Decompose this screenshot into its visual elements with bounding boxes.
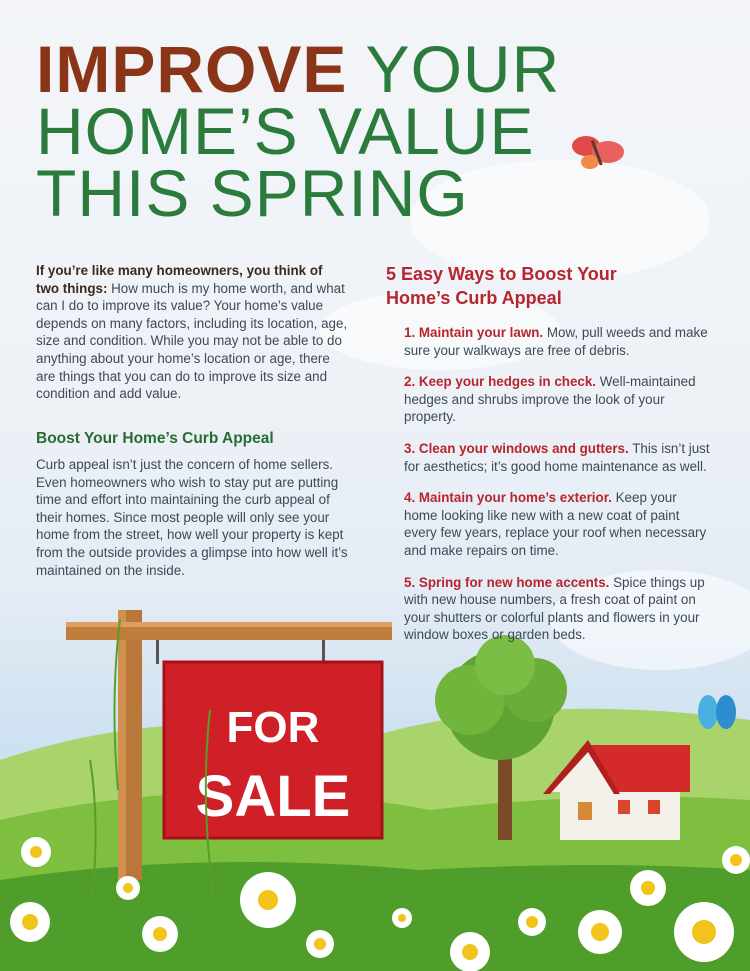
sign-sale-text: SALE — [195, 764, 351, 829]
tip-lead: Spring for new home accents. — [418, 574, 610, 590]
tip-text: This isn’t just for aesthetics; it’s good home maintenance as well. — [404, 440, 710, 474]
tip-item — [404, 324, 710, 359]
sign-for-text: FOR — [226, 703, 320, 752]
tips-heading: 5 Easy Ways to Boost Your Home’s Curb Appeal — [386, 264, 617, 308]
tip-number: 4. — [404, 490, 416, 506]
tip-number: 1. — [404, 325, 416, 340]
page-title — [36, 32, 561, 230]
tip-number: 5. — [404, 574, 416, 590]
title-line2: HOME’S VALUE — [36, 94, 535, 168]
tip-item — [404, 489, 710, 559]
tip-number: 2. — [404, 374, 416, 390]
tip-item — [404, 440, 710, 475]
tip-item — [404, 373, 710, 426]
tip-text: Mow, pull weeds and make sure your walkways are free of debris. — [404, 325, 708, 358]
intro-lead: If you’re like many homeowners, you think of two things: — [36, 263, 323, 296]
tips-list — [404, 324, 710, 658]
tip-lead: Keep your hedges in check. — [418, 374, 597, 390]
intro-paragraph — [36, 262, 348, 403]
tip-text: Keep your home looking like new with a new coat of paint every few years, replace your roof when necessary and make repairs on time. — [404, 490, 707, 558]
boost-paragraph: Curb appeal isn’t just the concern of home sellers. Even homeowners who wish to stay put are putting time and effort into maintaining the curb appeal of their homes. Since most people will only see your home from the street, how well your property is kept from the outside provides a glimpse into how well it’s maintained on the inside. — [36, 457, 348, 578]
tip-text: Well-maintained hedges and shrubs improve the look of your property. — [404, 374, 696, 425]
tip-lead: Maintain your home’s exterior. — [418, 490, 612, 506]
tip-item — [404, 574, 710, 644]
title-line3: THIS SPRING — [36, 156, 469, 230]
tip-lead: Maintain your lawn. — [418, 325, 544, 340]
boost-heading: Boost Your Home’s Curb Appeal — [36, 430, 274, 447]
title-line1-rest: YOUR — [365, 32, 561, 106]
tip-text: Spice things up with new house numbers, a fresh coat of paint on your shutters or colorful plants and flowers in your window boxes or garden beds. — [404, 574, 705, 643]
tip-lead: Clean your windows and gutters. — [418, 440, 629, 456]
intro-text: How much is my home worth, and what can I do to improve its value? Your home’s value depends on many factors, including its location, age, size and condition. While you may not be able to do anything about your home’s location or age, there are things that you can do to improve its size and condition and add value. — [36, 280, 348, 402]
tip-number: 3. — [404, 440, 416, 456]
title-accent: IMPROVE — [36, 32, 348, 106]
